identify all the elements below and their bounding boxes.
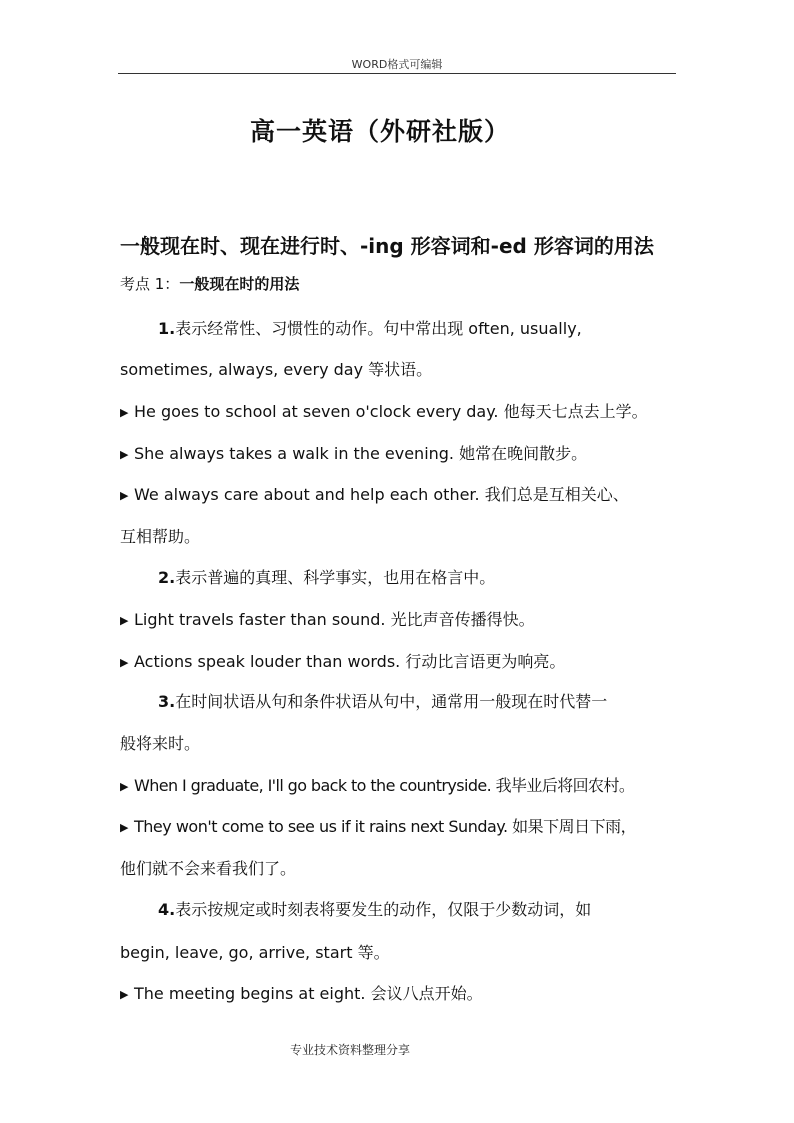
- example-text: Actions speak louder than words. 行动比言语更为响亮。: [134, 652, 566, 671]
- example-text: When I graduate, I'll go back to the countryside. 我毕业后将回农村。: [134, 776, 635, 795]
- paragraph-3-line-2: 般将来时。: [120, 734, 201, 753]
- paragraph-number: 2.: [158, 568, 176, 587]
- bullet-icon: ▶: [120, 780, 128, 793]
- example-1: [120, 399, 648, 422]
- example-text: She always takes a walk in the evening. 她常在晚间散步。: [134, 444, 588, 463]
- paragraph-2-line-1: [158, 565, 495, 588]
- point-heading: [120, 273, 299, 294]
- point-prefix: 考点 1：: [120, 275, 180, 293]
- example-text: Light travels faster than sound. 光比声音传播得快。: [134, 610, 535, 629]
- example-5: [120, 649, 565, 672]
- paragraph-number: 1.: [158, 319, 176, 338]
- paragraph-text: 表示经常性、习惯性的动作。句中常出现 often, usually,: [175, 319, 582, 338]
- bullet-icon: ▶: [120, 821, 128, 834]
- paragraph-number: 3.: [158, 692, 176, 711]
- example-7-line-2: 他们就不会来看我们了。: [120, 859, 297, 878]
- document-title: 高一英语（外研社版）: [249, 117, 510, 146]
- page-header: WORD格式可编辑: [351, 58, 443, 71]
- bullet-icon: ▶: [120, 448, 129, 461]
- example-8: [120, 981, 483, 1004]
- section-title: 一般现在时、现在进行时、-ing 形容词和-ed 形容词的用法: [120, 234, 654, 258]
- example-text: He goes to school at seven o'clock every day. 他每天七点去上学。: [134, 402, 648, 421]
- bullet-icon: ▶: [120, 406, 129, 419]
- paragraph-1-line-2: sometimes, always, every day 等状语。: [120, 360, 433, 379]
- bullet-icon: ▶: [120, 489, 129, 502]
- paragraph-1-line-1: [158, 316, 582, 339]
- point-label: 一般现在时的用法: [179, 275, 300, 293]
- paragraph-text: 在时间状语从句和条件状语从句中，通常用一般现在时代替一: [175, 692, 608, 711]
- paragraph-number: 4.: [158, 900, 176, 919]
- example-3-line-2: 互相帮助。: [120, 527, 201, 546]
- bullet-icon: ▶: [120, 988, 129, 1001]
- example-text: We always care about and help each other. 我们总是互相关心、: [134, 485, 629, 504]
- header-divider: [118, 73, 676, 74]
- example-2: [120, 441, 587, 464]
- paragraph-3-line-1: [158, 689, 607, 712]
- example-7-line-1: [120, 814, 636, 837]
- paragraph-text: 表示按规定或时刻表将要发生的动作，仅限于少数动词，如: [175, 900, 592, 919]
- example-3-line-1: [120, 482, 629, 505]
- paragraph-4-line-1: [158, 897, 591, 920]
- paragraph-4-line-2: begin, leave, go, arrive, start 等。: [120, 943, 390, 962]
- paragraph-text: 表示普遍的真理、科学事实，也用在格言中。: [175, 568, 496, 587]
- bullet-icon: ▶: [120, 614, 129, 627]
- bullet-icon: ▶: [120, 656, 129, 669]
- example-4: [120, 607, 535, 630]
- page-footer: 专业技术资料整理分享: [289, 1043, 410, 1057]
- example-6: [120, 773, 634, 796]
- example-text: They won't come to see us if it rains next Sunday. 如果下周日下雨，: [134, 817, 637, 836]
- example-text: The meeting begins at eight. 会议八点开始。: [134, 984, 483, 1003]
